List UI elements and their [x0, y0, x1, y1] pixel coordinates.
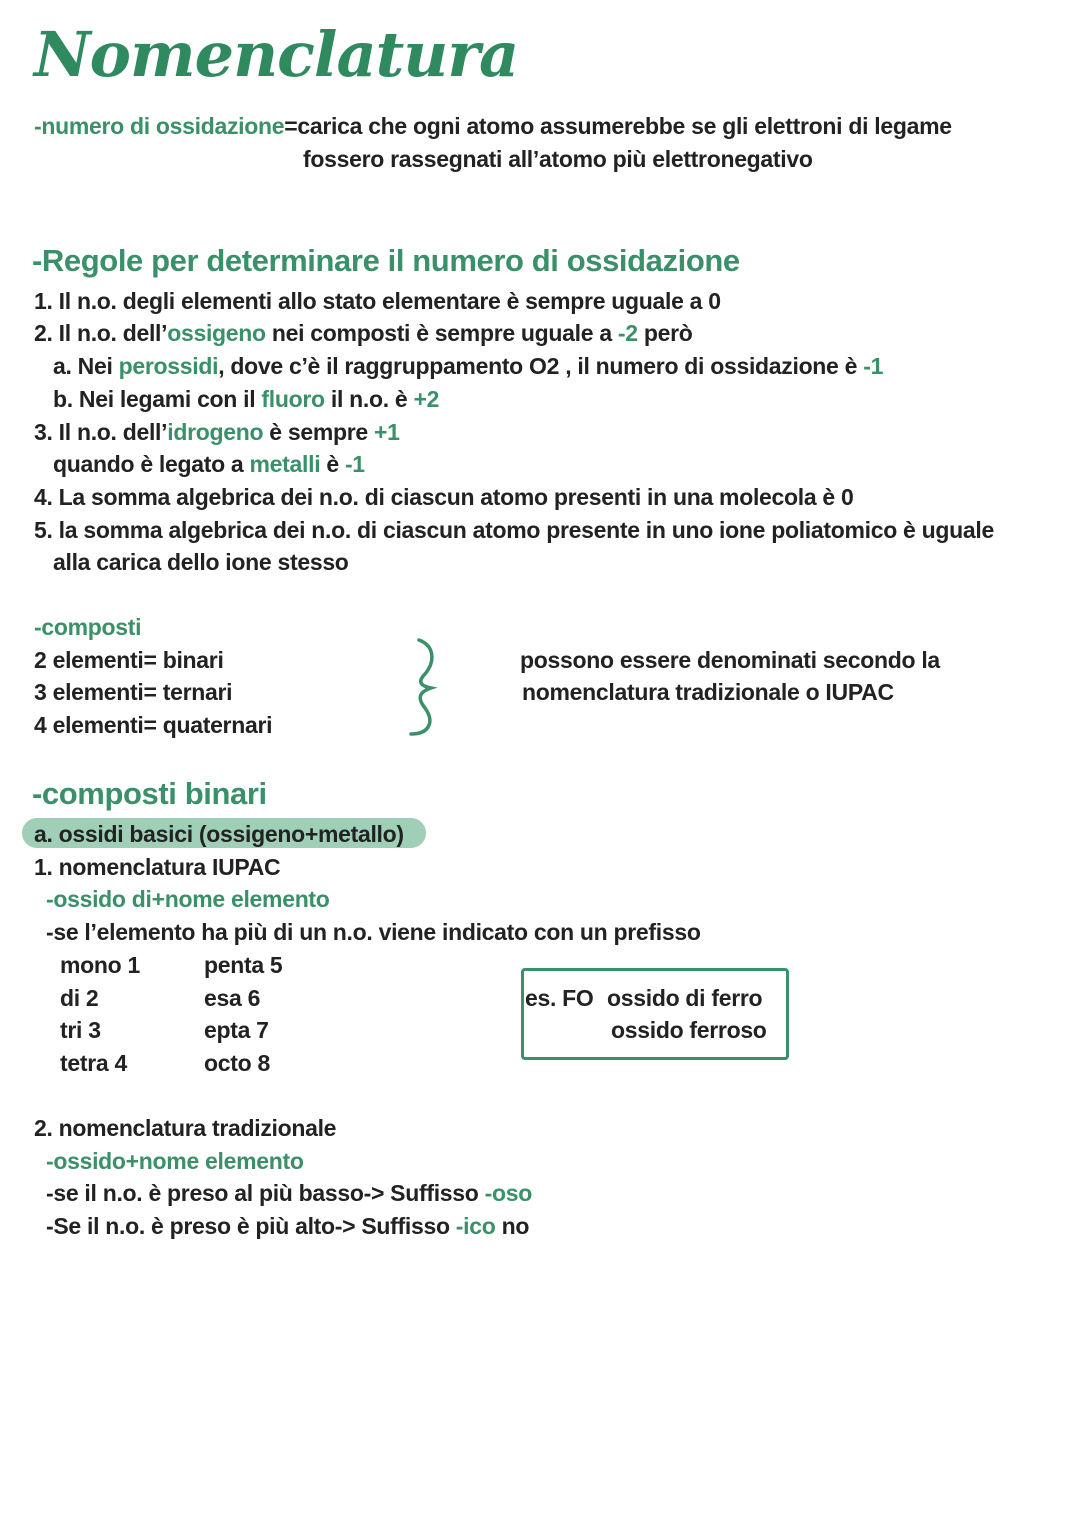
rule-5-line-1: 5. la somma algebrica dei n.o. di ciascun atomo presente in uno ione poliatomico è uguale [34, 517, 994, 543]
example-box [521, 968, 789, 1060]
rule-2b [53, 385, 439, 413]
rule-3b-mid: è [320, 451, 345, 477]
suffix-oso: -oso [484, 1180, 532, 1206]
rule-3-keyword: idrogeno [167, 419, 264, 445]
example-label: es. FO [525, 985, 594, 1011]
rule-2a-value: -1 [863, 353, 884, 379]
rule-3b [53, 450, 365, 478]
rule-3-pre: 3. Il n.o. dell’ [34, 419, 168, 445]
iupac-rule-2: -se l’elemento ha più di un n.o. viene indicato con un prefisso [46, 919, 701, 945]
iupac-rule-1: -ossido di+nome elemento [46, 886, 330, 912]
definition-text-1: =carica che ogni atomo assumerebbe se gli elettroni di legame [284, 113, 952, 139]
rule-2a [53, 352, 883, 380]
page-title: Nomenclatura [34, 18, 519, 91]
composti-heading: -composti [34, 614, 142, 640]
traditional-rule-2 [46, 1179, 532, 1207]
prefix-epta: epta 7 [204, 1017, 269, 1043]
traditional-rule-3 [46, 1212, 529, 1240]
rules-heading: -Regole per determinare il numero di ossidazione [32, 243, 740, 278]
rule-2-mid: nei composti è sempre uguale a [265, 320, 618, 346]
curly-brace-icon [405, 636, 445, 740]
rule-1: 1. Il n.o. degli elementi allo stato elementare è sempre uguale a 0 [34, 288, 721, 314]
rule-2b-value: +2 [413, 386, 440, 412]
traditional-rule-1: -ossido+nome elemento [46, 1148, 304, 1174]
composti-note-2: nomenclatura tradizionale o IUPAC [522, 679, 894, 705]
rule-3b-value: -1 [344, 451, 365, 477]
definition-term: -numero di ossidazione [34, 113, 285, 139]
prefix-di: di 2 [60, 985, 99, 1011]
prefix-penta: penta 5 [204, 952, 283, 978]
rule-3 [34, 418, 400, 446]
rule-2 [34, 319, 693, 347]
definition-line-1 [34, 112, 952, 140]
composti-item-ternari: 3 elementi= ternari [34, 679, 233, 705]
rule-2b-mid: il n.o. è [324, 386, 414, 412]
rule-2a-pre: a. Nei [53, 353, 119, 379]
rule-2-value: -2 [617, 320, 638, 346]
binari-heading: -composti binari [32, 776, 267, 811]
traditional-rule-3-post: no [495, 1213, 530, 1239]
rule-3b-pre: quando è legato a [53, 451, 250, 477]
traditional-title: 2. nomenclatura tradizionale [34, 1115, 337, 1141]
iupac-title: 1. nomenclatura IUPAC [34, 854, 281, 880]
suffix-ico: -ico [455, 1213, 496, 1239]
rule-2b-pre: b. Nei legami con il [53, 386, 262, 412]
composti-item-quaternari: 4 elementi= quaternari [34, 712, 273, 738]
example-traditional-name: ossido ferroso [611, 1017, 767, 1043]
rule-2a-keyword: perossidi [118, 353, 219, 379]
rule-5-line-2: alla carica dello ione stesso [53, 549, 349, 575]
rule-2-post: però [637, 320, 693, 346]
composti-item-binari: 2 elementi= binari [34, 647, 224, 673]
traditional-rule-3-pre: -Se il n.o. è preso è più alto-> Suffisso [46, 1213, 456, 1239]
rule-2-keyword: ossigeno [167, 320, 266, 346]
rule-2b-keyword: fluoro [261, 386, 325, 412]
rule-3-value: +1 [374, 419, 400, 445]
traditional-rule-2-pre: -se il n.o. è preso al più basso-> Suffisso [46, 1180, 485, 1206]
prefix-tetra: tetra 4 [60, 1050, 127, 1076]
ossidi-basici-subheading: a. ossidi basici (ossigeno+metallo) [34, 821, 404, 847]
rule-2a-mid: , dove c’è il raggruppamento O2 , il numero di ossidazione è [218, 353, 864, 379]
prefix-mono: mono 1 [60, 952, 140, 978]
rule-3-mid: è sempre [263, 419, 375, 445]
prefix-tri: tri 3 [60, 1017, 101, 1043]
composti-note-1: possono essere denominati secondo la [520, 647, 940, 673]
rule-2-pre: 2. Il n.o. dell’ [34, 320, 168, 346]
rule-3b-keyword: metalli [249, 451, 321, 477]
definition-text-2: fossero rassegnati all’atomo più elettronegativo [303, 146, 813, 172]
prefix-octo: octo 8 [204, 1050, 270, 1076]
example-iupac-name: ossido di ferro [607, 985, 763, 1011]
prefix-esa: esa 6 [204, 985, 261, 1011]
rule-4: 4. La somma algebrica dei n.o. di ciascun atomo presenti in una molecola è 0 [34, 484, 854, 510]
